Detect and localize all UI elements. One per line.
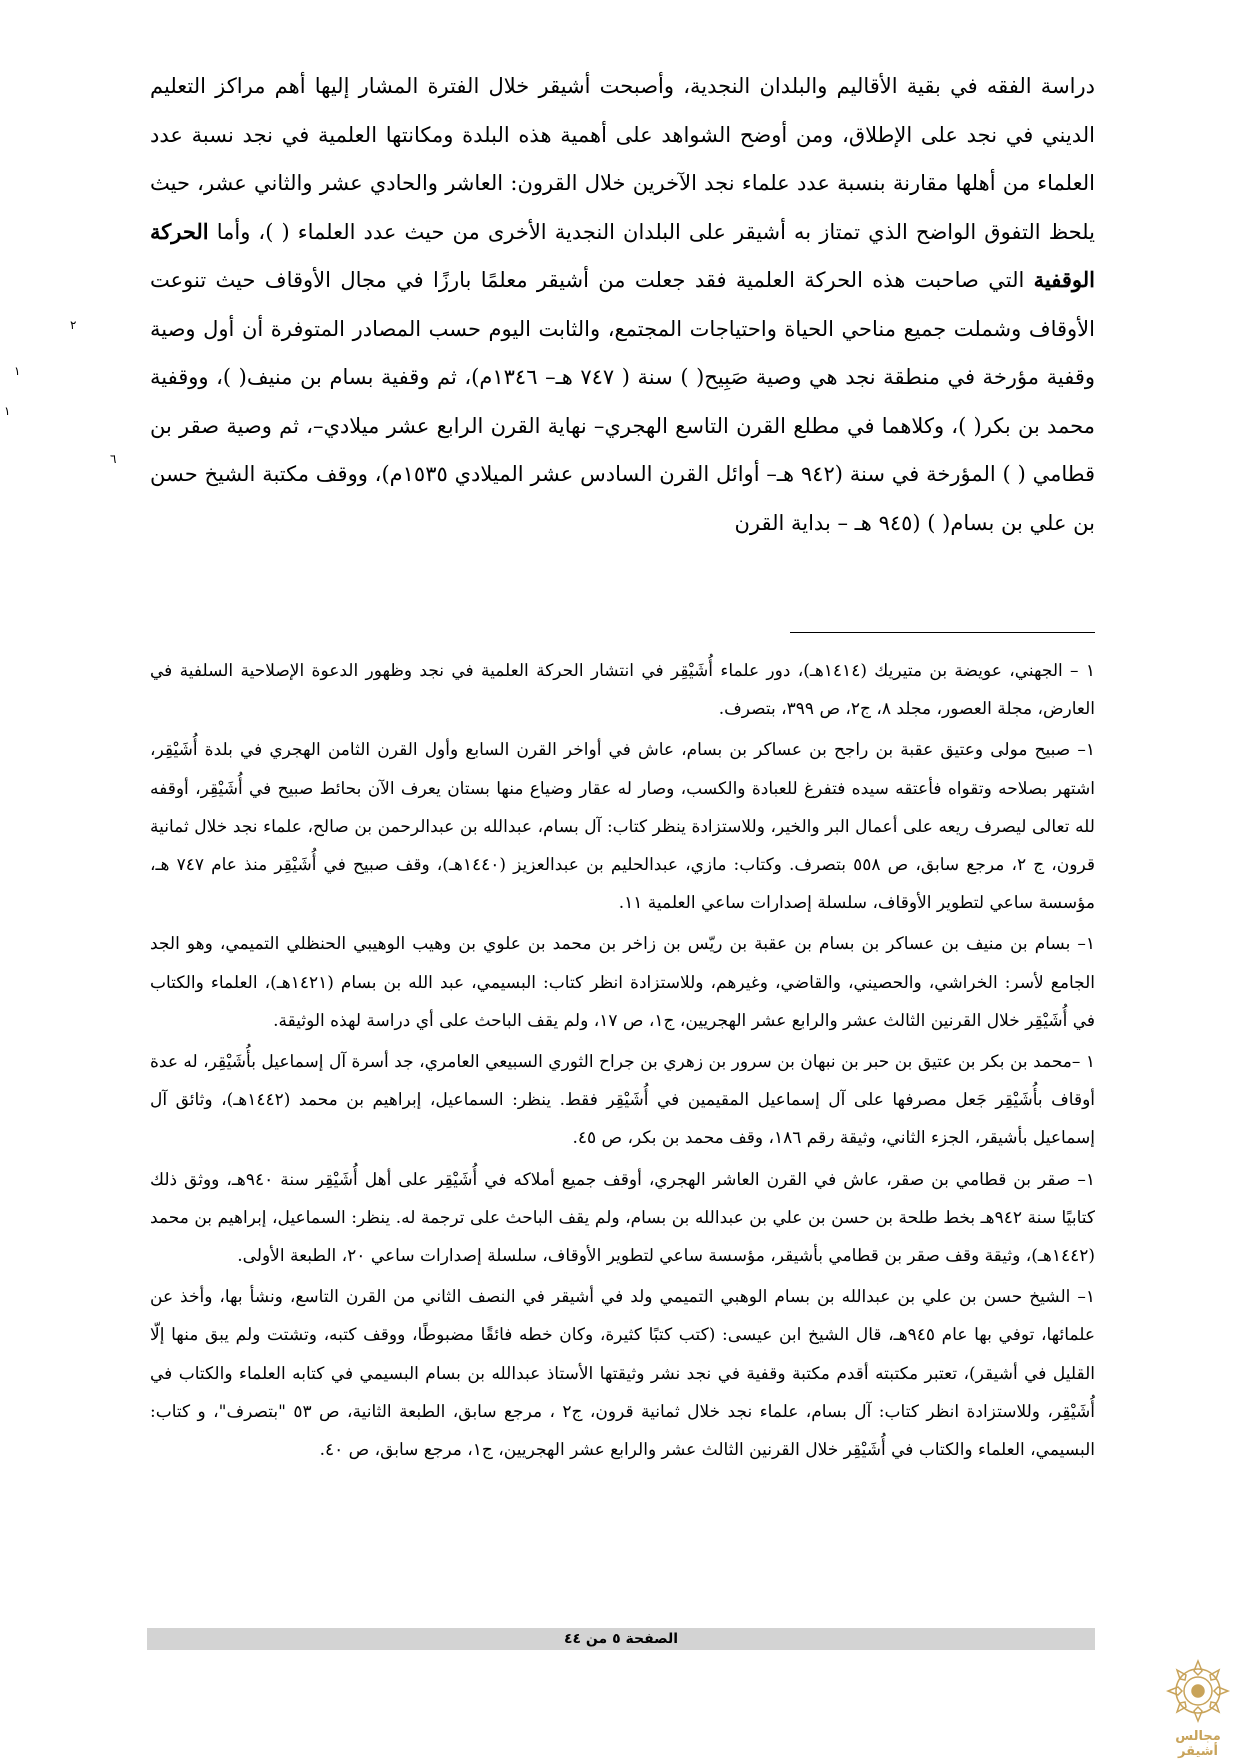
logo-text: مجالس أشيقر	[1175, 1729, 1221, 1759]
footnote-separator	[790, 632, 1095, 633]
margin-number: ٦	[110, 452, 117, 466]
footnotes-section	[150, 652, 1095, 1472]
footnote: ١– صبيح مولى وعتيق عقبة بن راجح بن عساكر بن بسام، عاش في أواخر القرن السابع وأول القرن الثامن الهجري في بلدة أُشَيْقِر، اشتهر بصلاحه وتقواه فأعتقه سيده فتفرغ للعبادة والكسب، وصار له عقار وضياع منها بستان يعرف الآن بحائط صبيح في أُشَيْقِر، أوقفه لله تعالى ليصرف ريعه على أعمال البر والخير، وللاستزادة ينظر كتاب: آل بسام، عبدالله بن عبدالرحمن بن صالح، علماء نجد خلال ثمانية قرون، ج ٢، مرجع سابق، ص ٥٥٨ بتصرف. وكتاب: مازي، عبدالحليم بن عبدالعزيز (١٤٤٠هـ)، وقف صبيح في أُشَيْقِر منذ عام ٧٤٧ هـ، مؤسسة ساعي لتطوير الأوقاف، سلسلة إصدارات ساعي العلمية ١١.	[150, 740, 1095, 914]
paragraph-part-2: التي صاحبت هذه الحركة العلمية فقد جعلت من أشيقر معلمًا بارزًا في مجال الأوقاف حيث تنوعت الأوقاف وشملت جميع مناحي الحياة واحتياجات المجتمع، والثابت اليوم حسب المصادر المتوفرة أن أول وصية وقفية مؤرخة في منطقة نجد هي وصية صَبِيح( ) سنة ( ٧٤٧ هـ– ١٣٤٦م)، ثم وقفية بسام بن منيف( )، ووقفية محمد بن بكر( )، وكلاهما في مطلع القرن التاسع الهجري– نهاية القرن الرابع عشر ميلادي–، ثم وصية صقر بن قطامي ( ) المؤرخة في سنة (٩٤٢ هـ– أوائل القرن السادس عشر الميلادي ١٥٣٥م)، ووقف مكتبة الشيخ حسن بن علي بن بسام( ) (٩٤٥ هـ – بداية القرن	[150, 268, 1096, 535]
margin-number: ١	[14, 364, 21, 378]
footnote: ١– الشيخ حسن بن علي بن عبدالله بن بسام الوهبي التميمي ولد في أشيقر في النصف الثاني من القرن التاسع، ونشأ بها، وأخذ عن علمائها، توفي بها عام ٩٤٥هـ، قال الشيخ ابن عيسى: (كتب كتبًا كثيرة، وكان خطه فائقًا مضبوطًا، ووقف كتبه، وتشتت ولم يبق منها إلّا القليل في أشيقر)، تعتبر مكتبته أقدم مكتبة وقفية في نجد نشر وثيقتها الأستاذ عبدالله بن بسام البسيمي في كتابه العلماء والكتاب في أُشَيْقِر، وللاستزادة انظر كتاب: آل بسام، علماء نجد خلال ثمانية قرون، ج٢ ، مرجع سابق، الطبعة الثانية، ص ٥٣ "بتصرف"، و كتاب: البسيمي، العلماء والكتاب في أُشَيْقِر خلال القرنين الثالث عشر والرابع عشر الهجريين، ج١، مرجع سابق، ص ٤٠.	[150, 1287, 1095, 1461]
page-footer	[147, 1628, 1095, 1650]
footnote: ١ – الجهني، عويضة بن متيريك (١٤١٤هـ)، دور علماء أُشَيْقِر في انتشار الحركة العلمية في نجد وظهور الدعوة الإصلاحية السلفية في العارض، مجلة العصور، مجلد ٨، ج٢، ص ٣٩٩، بتصرف.	[150, 661, 1095, 720]
margin-number: ٢	[70, 318, 77, 332]
footnote: ١– بسام بن منيف بن عساكر بن بسام بن عقبة بن ريّس بن زاخر بن محمد بن علوي بن وهيب الوهيبي الحنظلي التميمي، وهو الجد الجامع لأسر: الخراشي، والحصيني، والقاضي، وغيرهم، وللاستزادة انظر كتاب: البسيمي، عبد الله بن بسام (١٤٢١هـ)، العلماء والكتاب في أُشَيْقِر خلال القرنين الثالث عشر والرابع عشر الهجريين، ج١، ص ١٧، ولم يقف الباحث على أي دراسة لهذه الوثيقة.	[150, 934, 1096, 1031]
bold-term: الحركة الوقفية	[150, 218, 1095, 292]
footnote: ١ –محمد بن بكر بن عتيق بن حبر بن نبهان بن سرور بن زهري بن جراح الثوري السبيعي العامري، جد أسرة آل إسماعيل بأُشَيْقِر، له عدة أوقاف بأُشَيْقِر جَعل مصرفها على آل إسماعيل المقيمين في أُشَيْقِر فقط. ينظر: السماعيل، إبراهيم بن محمد (١٤٤٢هـ)، وثائق آل إسماعيل بأشيقر، الجزء الثاني، وثيقة رقم ١٨٦، وقف محمد بن بكر، ص ٤٥.	[150, 1052, 1096, 1149]
page-number-label: الصفحة ٥ من ٤٤	[563, 1631, 679, 1647]
footnote: ١– صقر بن قطامي بن صقر، عاش في القرن العاشر الهجري، أوقف جميع أملاكه في أُشَيْقِر على أهل أُشَيْقِر سنة ٩٤٠هـ، ووثق ذلك كتابيًا سنة ٩٤٢هـ بخط طلحة بن حسن بن علي بن عبدالله بن بسام، ولم يقف الباحث على ترجمة له. ينظر: السماعيل، إبراهيم بن محمد (١٤٤٢هـ)، وثيقة وقف صقر بن قطامي بأشيقر، مؤسسة ساعي لتطوير الأوقاف، سلسلة إصدارات ساعي ٢٠، الطبعة الأولى.	[150, 1169, 1095, 1267]
site-logo	[1160, 1655, 1236, 1759]
main-paragraph	[150, 62, 1095, 547]
paragraph-part-1: دراسة الفقه في بقية الأقاليم والبلدان النجدية، وأصبحت أشيقر خلال الفترة المشار إليها أهم مراكز التعليم الديني في نجد على الإطلاق، ومن أوضح الشواهد على أهمية هذه البلدة ومكانتها العلمية في نجد نسبة عدد العلماء من أهلها مقارنة بنسبة عدد علماء نجد الآخرين خلال القرون: العاشر والحادي عشر والثاني عشر، حيث يلحظ التفوق الواضح الذي تمتاز به أشيقر على البلدان النجدية الأخرى من حيث عدد العلماء ( )، وأما	[150, 74, 1095, 244]
margin-number: ١	[4, 404, 11, 418]
